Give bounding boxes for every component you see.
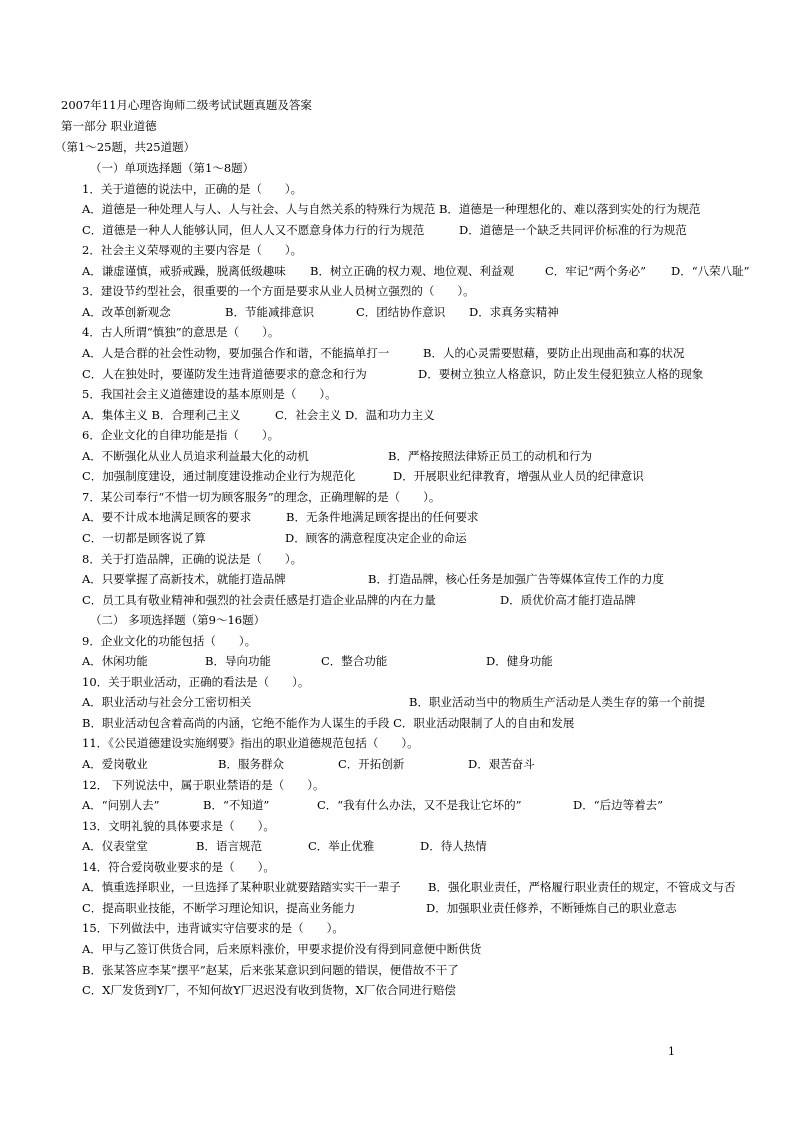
text-segment: A．休闲功能 — [82, 654, 148, 669]
text-segment: B．人的心灵需要慰藉，要防止出现曲高和寡的状况 — [423, 346, 685, 360]
text-segment: B．服务群众 — [218, 757, 284, 771]
text-segment: A．只要掌握了高新技术，就能打造品牌 — [82, 572, 286, 586]
text-segment: A．人是合群的社会性动物，要加强合作和谐，不能搞单打一 — [82, 346, 390, 360]
text-segment: D．道德是一个缺乏共同评价标准的行为规范 — [459, 222, 687, 237]
text-segment: B．强化职业责任，严格履行职业责任的规定，不管成文与否 — [428, 880, 736, 895]
text-segment: B．打造品牌，核心任务是加强广告等媒体宣传工作的力度 — [368, 572, 664, 586]
text-segment: C．道德是一种人人能够认同，但人人又不愿意身体力行的行为规范 — [82, 222, 425, 237]
title-text: 2007年11月心理咨询师二级考试试题真题及答案 — [61, 98, 312, 112]
text-segment: C．社会主义 D．温和功力主义 — [275, 407, 435, 422]
page-number: 1 — [668, 1045, 675, 1058]
text-segment: D．待人热情 — [420, 839, 487, 854]
text-segment: C．牢记“两个务必” — [545, 263, 647, 278]
text-segment: C．整合功能 — [321, 654, 388, 669]
text-segment: D．艰苦奋斗 — [468, 757, 535, 771]
text-segment: B．节能减排意识 — [225, 304, 314, 319]
text-segment: B．导向功能 — [205, 654, 271, 669]
text-segment: C．X厂发货到Y厂，不知何故Y厂迟迟没有收到货物，X厂依合同进行赔偿 — [82, 983, 456, 997]
text-segment: D．要树立独立人格意识，防止发生侵犯独立人格的现象 — [418, 366, 704, 381]
text-segment: B．树立正确的权力观、地位观、利益观 — [310, 263, 514, 278]
text-segment: 10．关于职业活动，正确的看法是（ ）。 — [82, 674, 310, 689]
text-segment: A．集体主义 B．合理利己主义 — [82, 407, 241, 422]
text-segment: D．质优价高才能打造品牌 — [500, 592, 636, 607]
text-segment: A．改革创新观念 — [82, 304, 171, 319]
text-segment: B．“不知道” — [203, 798, 270, 813]
text-segment: 11．《公民道德建设实施纲要》指出的职业道德规范包括（ ）。 — [82, 736, 419, 751]
part-heading-text: 第一部分 职业道德 — [61, 119, 157, 133]
text-segment: D．开展职业纪律教育，增强从业人员的纪律意识 — [393, 469, 644, 484]
text-segment: 5．我国社会主义道德建设的基本原则是（ ）。 — [82, 387, 337, 402]
text-segment: 14．符合爱岗敬业要求的是（ ）。 — [82, 859, 275, 874]
text-segment: 1．关于道德的说法中，正确的是（ ）。 — [82, 181, 303, 196]
text-segment: 2．社会主义荣辱观的主要内容是（ ）。 — [82, 243, 303, 258]
text-segment: C．加强制度建设，通过制度建设推动企业行为规范化 — [82, 469, 356, 484]
text-segment: B．语言规范 — [196, 839, 262, 854]
text-segment: D．“八荣八耻” — [671, 263, 750, 278]
text-segment: D．“后边等着去” — [573, 798, 663, 813]
text-segment: A．要不计成本地满足顾客的要求 — [82, 510, 252, 525]
text-segment: A．不断强化从业人员追求利益最大化的动机 — [82, 448, 309, 463]
text-segment: 9．企业文化的功能包括（ ）。 — [82, 633, 257, 648]
text-segment: C．“我有什么办法，又不是我让它坏的” — [317, 798, 522, 813]
part-scope-text: （第1～25题，共25道题） — [55, 140, 196, 154]
text-segment: C．提高职业技能，不断学习理论知识，提高业务能力 — [82, 900, 356, 915]
text-segment: D．健身功能 — [486, 654, 553, 669]
text-segment: 3．建设节约型社会，很重要的一个方面是要求从业人员树立强烈的（ ）。 — [82, 284, 475, 299]
text-segment: D．求真务实精神 — [469, 304, 559, 319]
text-segment: A．“问别人去” — [82, 798, 160, 813]
text-segment: B．严格按照法律矫正员工的动机和行为 — [388, 448, 592, 463]
text-segment: A．慎重选择职业，一旦选择了某种职业就要踏踏实实干一辈子 — [82, 880, 401, 895]
text-segment: B．职业活动包含着高尚的内涵，它绝不能作为人谋生的手段 C．职业活动限制了人的自由和发展 — [82, 715, 575, 730]
text-segment: C．一切都是顾客说了算 — [82, 530, 206, 545]
text-segment: 6．企业文化的自律功能是指（ ）。 — [82, 428, 280, 443]
text-segment: C．团结协作意识 — [356, 304, 446, 319]
text-segment: C．人在独处时，要谨防发生违背道德要求的意念和行为 — [82, 366, 367, 381]
text-segment: C．举止优雅 — [308, 839, 375, 854]
text-segment: D．顾客的满意程度决定企业的命运 — [285, 530, 467, 545]
text-segment: A．谦虚谨慎，戒骄戒躁，脱离低级趣味 — [82, 263, 286, 278]
text-segment: B．无条件地满足顾客提出的任何要求 — [286, 510, 479, 525]
text-segment: （一）单项选择题（第1～8题） — [90, 161, 255, 175]
text-segment: 4．古人所谓“慎独”的意思是（ ）。 — [82, 325, 280, 340]
text-segment: C．开拓创新 — [338, 757, 405, 771]
text-segment: （二） 多项选择题（第9～16题） — [90, 613, 266, 628]
text-segment: D．加强职业责任修养，不断锤炼自己的职业意志 — [426, 900, 677, 915]
text-segment: 7．某公司奉行“不惜一切为顾客服务”的理念，正确理解的是（ ）。 — [82, 489, 441, 504]
text-segment: A．甲与乙签订供货合同，后来原料涨价，甲要求提价没有得到同意便中断供货 — [82, 941, 482, 956]
text-segment: B．职业活动当中的物质生产活动是人类生存的第一个前提 — [409, 695, 705, 710]
text-segment: A．仪表堂堂 — [82, 839, 148, 854]
text-segment: 8．关于打造品牌，正确的说法是（ ）。 — [82, 551, 303, 566]
text-segment: 12． 下列说法中，属于职业禁语的是（ ）。 — [82, 777, 325, 792]
text-segment: 13．文明礼貌的具体要求是（ ）。 — [82, 818, 275, 833]
text-segment: B．张某答应李某“摆平”赵某，后来张某意识到问题的错误，便借故不干了 — [82, 962, 459, 977]
text-segment: 15．下列做法中，违背诚实守信要求的是（ ）。 — [82, 921, 344, 936]
text-segment: A．道德是一种处理人与人、人与社会、人与自然关系的特殊行为规范 B．道德是一种理想化的、难以落到实处的行为规范 — [82, 202, 701, 217]
text-segment: C．员工具有敬业精神和强烈的社会责任感是打造企业品牌的内在力量 — [82, 592, 436, 607]
text-segment: A．爱岗敬业 — [82, 757, 148, 771]
text-segment: A．职业活动与社会分工密切相关 — [82, 695, 252, 710]
